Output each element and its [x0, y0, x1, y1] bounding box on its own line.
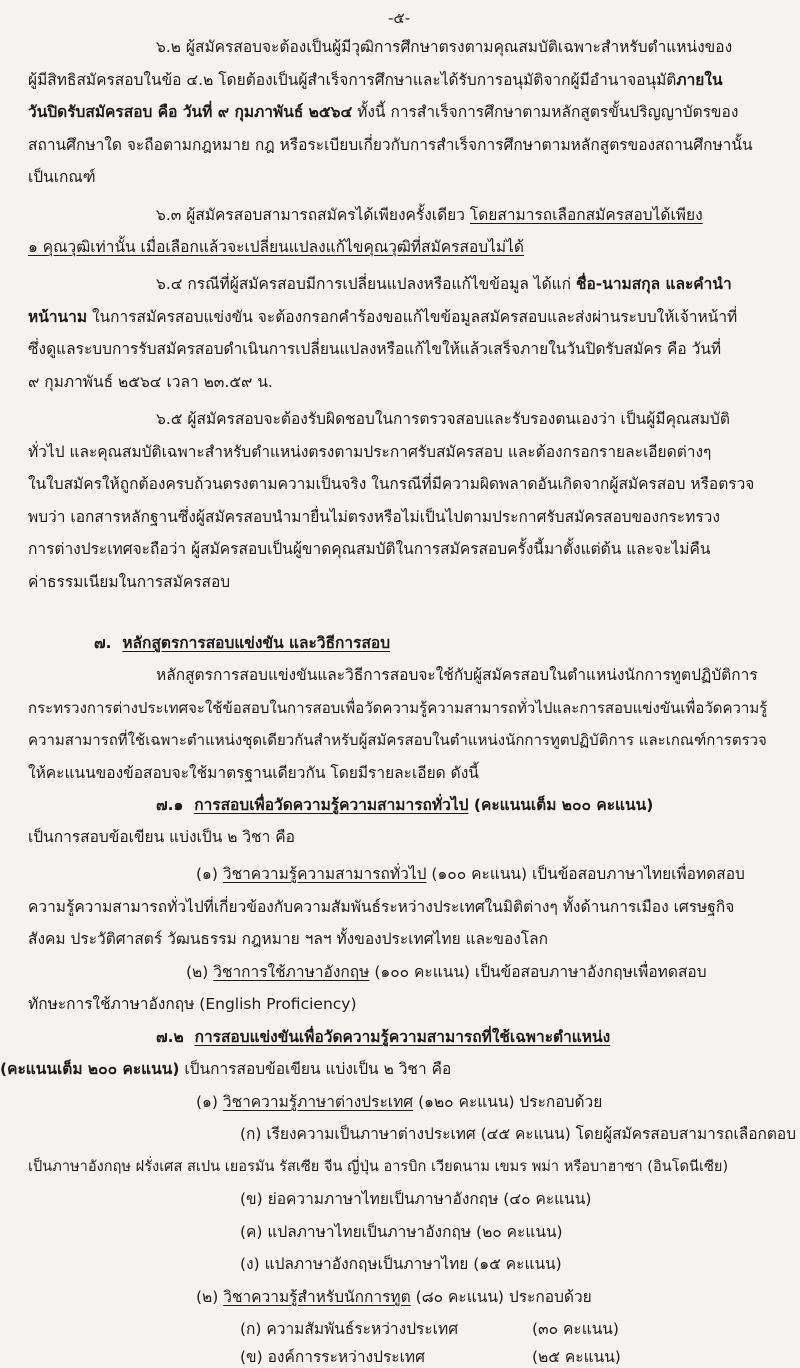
s72-item2-rest: (๘๐ คะแนน) ประกอบด้วย	[410, 1288, 592, 1306]
s64-line1-text: ๖.๔ กรณีที่ผู้สมัครสอบมีการเปลี่ยนแปลงหรือแก้ไขข้อมูล ได้แก่	[156, 275, 576, 293]
s72-heading	[156, 1026, 610, 1048]
s63-line1-text: ๖.๓ ผู้สมัครสอบสามารถสมัครได้เพียงครั้งเดียว	[156, 206, 470, 224]
s72-item1-kd: (ง) แปลภาษาอังกฤษเป็นภาษาไทย (๑๕ คะแนน)	[240, 1255, 562, 1273]
s7-para-line2: กระทรวงการต่างประเทศจะใช้ข้อสอบในการสอบเพื่อวัดความรู้ความสามารถทั่วไปและการสอบแข่งขันเพื่อวัดความรู้	[28, 699, 768, 717]
s71-item2-title: วิชาการใช้ภาษาอังกฤษ	[213, 963, 370, 981]
s64-line3: ซึ่งดูแลระบบการรับสมัครสอบดำเนินการเปลี่ยนแปลงหรือแก้ไขให้แล้วเสร็จภายในวันปิดรับสมัคร คือ วันที่	[28, 340, 722, 358]
s72-item2-sub2-label: (ข) องค์การระหว่างประเทศ	[240, 1348, 425, 1366]
s71-item2-rest: (๑๐๐ คะแนน) เป็นข้อสอบภาษาอังกฤษเพื่อทดสอบ	[369, 963, 707, 981]
s7-heading	[94, 632, 390, 654]
s72-item2-sub2-score: (๒๕ คะแนน)	[532, 1348, 621, 1366]
s71-item2-line2: ทักษะการใช้ภาษาอังกฤษ (English Proficiency)	[28, 995, 357, 1013]
s64-line2-text: ในการสมัครสอบแข่งขัน จะต้องกรอกคำร้องขอแก้ไขข้อมูลสมัครสอบและส่งผ่านระบบให้เจ้าหน้าที่	[87, 308, 738, 326]
s62-line1: ๖.๒ ผู้สมัครสอบจะต้องเป็นผู้มีวุฒิการศึกษาตรงตามคุณสมบัติเฉพาะสำหรับตำแหน่งของ	[156, 38, 733, 56]
s72-item1-number: (๑)	[196, 1093, 223, 1111]
s62-line2-bold: ภายใน	[676, 71, 723, 89]
s62-line2	[28, 69, 723, 91]
s62-line4: สถานศึกษาใด จะถือตามกฎหมาย กฎ หรือระเบียบเกี่ยวกับการสำเร็จการศึกษาตามหลักสูตรของสถานศึกษานั้น	[28, 136, 753, 154]
s72-item2-title: วิชาความรู้สำหรับนักการทูต	[223, 1288, 411, 1306]
s72-item1-kb: (ข) ย่อความภาษาไทยเป็นภาษาอังกฤษ (๔๐ คะแนน)	[240, 1190, 592, 1208]
s65-line1: ๖.๕ ผู้สมัครสอบจะต้องรับผิดชอบในการตรวจสอบและรับรองตนเองว่า เป็นผู้มีคุณสมบัติ	[156, 410, 730, 428]
page-number: -๕-	[388, 9, 411, 27]
s72-item2-sub1-score: (๓๐ คะแนน)	[532, 1320, 619, 1338]
s62-line5: เป็นเกณฑ์	[28, 168, 96, 186]
s72-item2	[196, 1286, 592, 1308]
s62-line3-bold: วันปิดรับสมัครสอบ คือ วันที่ ๙ กุมภาพันธ์ ๒๕๖๔	[28, 103, 353, 121]
s63-line1	[156, 204, 703, 226]
s64-line2	[28, 306, 737, 328]
s72-item1-ka-line2: เป็นภาษาอังกฤษ ฝรั่งเศส สเปน เยอรมัน รัสเซีย จีน ญี่ปุ่น อารบิก เวียดนาม เขมร พม่า หรือบาฮาซา (อินโดนีเซีย)	[28, 1158, 729, 1175]
s71-heading	[156, 794, 653, 816]
s62-line2-text: ผู้มีสิทธิสมัครสอบในข้อ ๔.๒ โดยต้องเป็นผู้สำเร็จการศึกษาและได้รับการอนุมัติจากผู้มีอำนาจอนุมัติ	[28, 71, 677, 89]
s7-title: หลักสูตรการสอบแข่งขัน และวิธีการสอบ	[122, 634, 391, 652]
s72-line2-text: เป็นการสอบข้อเขียน แบ่งเป็น ๒ วิชา คือ	[179, 1060, 452, 1078]
s71-item1-line2: ความรู้ความสามารถทั่วไปที่เกี่ยวข้องกับความสัมพันธ์ระหว่างประเทศในมิติต่างๆ ทั้งด้านการเมือง เศรษฐกิจ	[28, 898, 735, 916]
s7-para-line1: หลักสูตรการสอบแข่งขันและวิธีการสอบจะใช้กับผู้สมัครสอบในตำแหน่งนักการทูตปฏิบัติการ	[156, 666, 758, 684]
s71-item2	[186, 961, 707, 983]
s63-line2: ๑ คุณวุฒิเท่านั้น เมื่อเลือกแล้วจะเปลี่ยนแปลงแก้ไขคุณวุฒิที่สมัครสอบไม่ได้	[28, 238, 524, 256]
s65-line2: ทั่วไป และคุณสมบัติเฉพาะสำหรับตำแหน่งตรงตามประกาศรับสมัครสอบ และต้องกรอกรายละเอียดต่างๆ	[28, 443, 712, 461]
s7-number: ๗.	[94, 634, 112, 652]
s64-line1-bold: ชื่อ-นามสกุล และคำนำ	[575, 275, 732, 293]
s62-line3	[28, 101, 738, 123]
s65-line5: การต่างประเทศจะถือว่า ผู้สมัครสอบเป็นผู้ขาดคุณสมบัติในการสมัครสอบครั้งนี้มาตั้งแต่ต้น และจะไม่คืน	[28, 540, 711, 558]
s72-item1-kc: (ค) แปลภาษาไทยเป็นภาษาอังกฤษ (๒๐ คะแนน)	[240, 1223, 563, 1241]
s64-line4: ๙ กุมภาพันธ์ ๒๕๖๔ เวลา ๒๓.๕๙ น.	[28, 373, 273, 391]
s72-item2-sub1-label: (ก) ความสัมพันธ์ระหว่างประเทศ	[240, 1320, 459, 1338]
s71-item1-line3: สังคม ประวัติศาสตร์ วัฒนธรรม กฎหมาย ฯลฯ ทั้งของประเทศไทย และของโลก	[28, 930, 549, 948]
s72-item1	[196, 1091, 602, 1113]
s71-item1-title: วิชาความรู้ความสามารถทั่วไป	[222, 865, 427, 883]
s71-item1-number: (๑)	[196, 865, 223, 883]
s72-title: การสอบแข่งขันเพื่อวัดความรู้ความสามารถที่ใช้เฉพาะตำแหน่ง	[194, 1028, 611, 1046]
s72-line2	[0, 1058, 451, 1080]
s64-line2-bold: หน้านาม	[28, 308, 88, 326]
s72-item2-number: (๒)	[196, 1288, 224, 1306]
s65-line4: พบว่า เอกสารหลักฐานซึ่งผู้สมัครสอบนำมายื่นไม่ตรงหรือไม่เป็นไปตามประกาศรับสมัครสอบของกระทรวง	[28, 508, 720, 526]
s71-line2: เป็นการสอบข้อเขียน แบ่งเป็น ๒ วิชา คือ	[28, 828, 295, 846]
s72-number: ๗.๒	[156, 1028, 184, 1046]
s65-line3: ในใบสมัครให้ถูกต้องครบถ้วนตรงตามความเป็นจริง ในกรณีที่มีความผิดพลาดอันเกิดจากผู้สมัครสอบ หรือตรวจ	[28, 475, 755, 493]
s71-number: ๗.๑	[156, 796, 184, 814]
s71-item2-number: (๒)	[186, 963, 214, 981]
s72-item1-rest: (๑๒๐ คะแนน) ประกอบด้วย	[413, 1093, 603, 1111]
s62-line3-text: ทั้งนี้ การสำเร็จการศึกษาตามหลักสูตรขั้นปริญญาบัตรของ	[352, 103, 739, 121]
s71-score: (คะแนนเต็ม ๒๐๐ คะแนน)	[468, 796, 654, 814]
s71-title: การสอบเพื่อวัดความรู้ความสามารถทั่วไป	[194, 796, 469, 814]
s72-item1-ka: (ก) เรียงความเป็นภาษาต่างประเทศ (๔๕ คะแนน) โดยผู้สมัครสอบสามารถเลือกตอบ	[240, 1125, 797, 1143]
s7-para-line3: ความสามารถที่ใช้เฉพาะตำแหน่งชุดเดียวกันสำหรับผู้สมัครสอบในตำแหน่งนักการทูตปฏิบัติการ และเกณฑ์การตรวจ	[28, 731, 767, 749]
s72-score: (คะแนนเต็ม ๒๐๐ คะแนน)	[0, 1060, 180, 1078]
s71-item1	[196, 863, 745, 885]
s71-item1-rest: (๑๐๐ คะแนน) เป็นข้อสอบภาษาไทยเพื่อทดสอบ	[426, 865, 745, 883]
s63-line1-underlined: โดยสามารถเลือกสมัครสอบได้เพียง	[469, 206, 703, 224]
s64-line1	[156, 273, 732, 295]
s72-item1-title: วิชาความรู้ภาษาต่างประเทศ	[222, 1093, 414, 1111]
s7-para-line4: ให้คะแนนของข้อสอบจะใช้มาตรฐานเดียวกัน โดยมีรายละเอียด ดังนี้	[28, 764, 479, 782]
s65-line6: ค่าธรรมเนียมในการสมัครสอบ	[28, 573, 231, 591]
